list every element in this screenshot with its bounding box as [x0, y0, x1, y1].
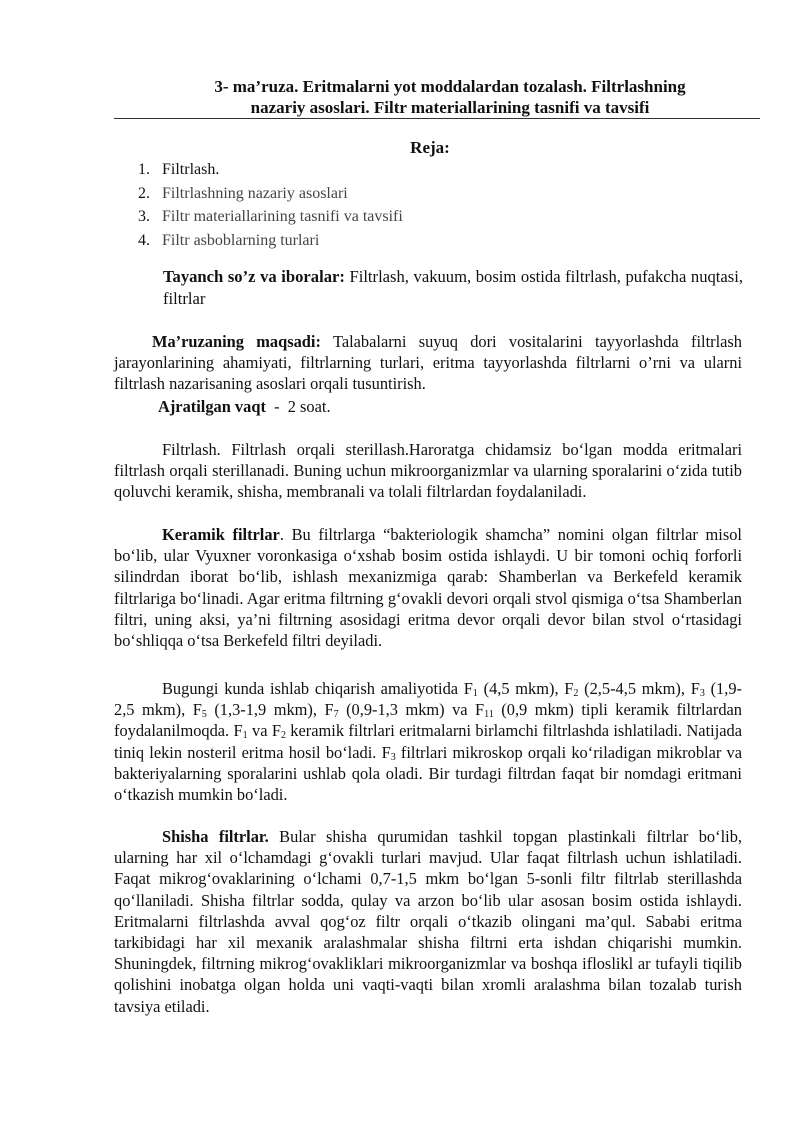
ceramic-filters-label: Keramik filtrlar — [162, 525, 280, 544]
glass-filters-label: Shisha filtrlar. — [162, 827, 269, 846]
paragraph-ceramic-filters — [114, 524, 742, 651]
allotted-time — [158, 397, 331, 417]
keywords-text: Filtrlash, vakuum, bosim ostida filtrlash, pufakcha nuqtasi, filtrlar — [163, 267, 743, 308]
time-label: Ajratilgan vaqt — [158, 397, 266, 416]
paragraph-filtration-text: Filtrlash. Filtrlash orqali sterillash.Haroratga chidamsiz bo‘lgan modda eritmalari filtrlash orqali sterillanadi. Buning uchun mikroorganizmlar va ularning sporalarini o‘zida tutib qoluvchi keramik, shisha, membranali va tolali filtrlardan foydalaniladi. — [114, 440, 742, 502]
paragraph-filtration — [114, 439, 742, 503]
purpose-paragraph — [114, 331, 742, 395]
plan-item: 4. Filtr asboblarning turlari — [138, 231, 320, 249]
plan-item: 3. Filtr materiallarining tasnifi va tavsifi — [138, 208, 403, 225]
plan-item: 1. Filtrlash. — [138, 161, 220, 178]
keywords-label: Tayanch so’z va iboralar: — [163, 267, 345, 286]
purpose-label: Ma’ruzaning maqsadi: — [152, 332, 321, 351]
keywords-paragraph — [163, 266, 743, 310]
paragraph-ceramic-types: Bugungi kunda ishlab chiqarish amaliyotida $F_1$ (4,5 mkm), $F_2$ (2,5-4,5 mkm), $F_3$ (1,9-2,5 mkm), $F_5$ (1,3-1,9 mkm), $F_7$ (0,9-1,3 mkm) va $F_{11}$ (0,9 mkm) tipli keramik filtrlardan foydalanilmoqda. $F_1$ va $F_2$ keramik filtrlari eritmalarni birlamchi filtrlashda ishlatiladi. Natijada tiniq lekin nosteril eritma hosil bo‘ladi. $F_3$ filtrlari mikroskop orqali ko‘riladigan mikroblar va bakteriyalarning sporalarini ushlab qola oladi. Bir turdagi filtrdan faqat bir nomdagi eritmani o‘tkazish mumkin bo‘ladi. — [114, 679, 742, 805]
title-divider — [114, 118, 760, 119]
purpose-text: Talabalarni suyuq dori vositalarini tayyorlashda filtrlash jarayonlarining ahamiyati, filtrlarning turlari, eritma tayyorlashda filtrlarni o’rni va ularni filtrlash nazarisaning asoslari orqali tusuntirish. — [114, 332, 742, 394]
lecture-title — [150, 76, 750, 118]
ceramic-filters-text: . Bu filtrlarga “bakteriologik shamcha” nomini olgan filtrlar misol bo‘lib, ular Vyuxner voronkasiga o‘xshab bosim ostida ishlaydi. U bir tomoni ochiq forforli silindrdan iborat bo‘lib, ishlash mexanizmiga qarab: Shamberlan va Berkefeld keramik filtrlariga bo‘linadi. Agar eritma filtrning g‘ovakli devori orqali stvol qismiga o‘tsa Shamberlan filtri, uning aksi, ya’ni filtrning asosidagi eritma devor orqali devor bilan stvol o‘rtasidagi bo‘shliqqa o‘tsa Berkefeld filtri deyiladi. — [114, 525, 742, 651]
plan-heading: Reja: — [410, 138, 450, 157]
glass-filters-text: Bular shisha qurumidan tashkil topgan plastinkali filtrlar bo‘lib, ularning har xil o‘lchamdagi g‘ovakli turlari mavjud. Ular faqat filtrlash uchun ishlatiladi. Faqat mikrog‘ovaklarining o‘lchami 0,7-1,5 mkm bo‘lgan 5-sonli filtr filtrlab sterillashda qo‘llaniladi. Shisha filtrlar sodda, qulay va arzon bo‘lib ular asosan bosim ostida ishlaydi. Eritmalarni filtrlashda avval qog‘oz filtr orqali o‘tkazib olingani ma’qul. Sababi eritma tarkibidagi har xil mexanik aralashmalar shisha filtrni erta ishdan chiqarishi mumkin. Shuningdek, filtrning mikrog‘ovakliklari mikroorganizmlar va boshqa ifloslikl ar tufayli tiqilib qolishini inobatga olgan holda uni vaqti-vaqti bilan xromli aralashma bilan tozalab turish tavsiya etiladi. — [114, 827, 742, 1016]
title-line-2: nazariy asoslari. Filtr materiallarining tasnifi va tavsifi — [250, 98, 650, 117]
title-line-1: Eritmalarni yot moddalardan tozalash. Filtrlashning — [302, 77, 686, 96]
plan-item: 2. Filtrlashning nazariy asoslari — [138, 184, 348, 202]
paragraph-glass-filters — [114, 826, 742, 1017]
time-text: - 2 soat. — [265, 397, 331, 416]
plan-list — [138, 158, 403, 252]
lecture-number: 3- ma’ruza. — [214, 77, 299, 96]
